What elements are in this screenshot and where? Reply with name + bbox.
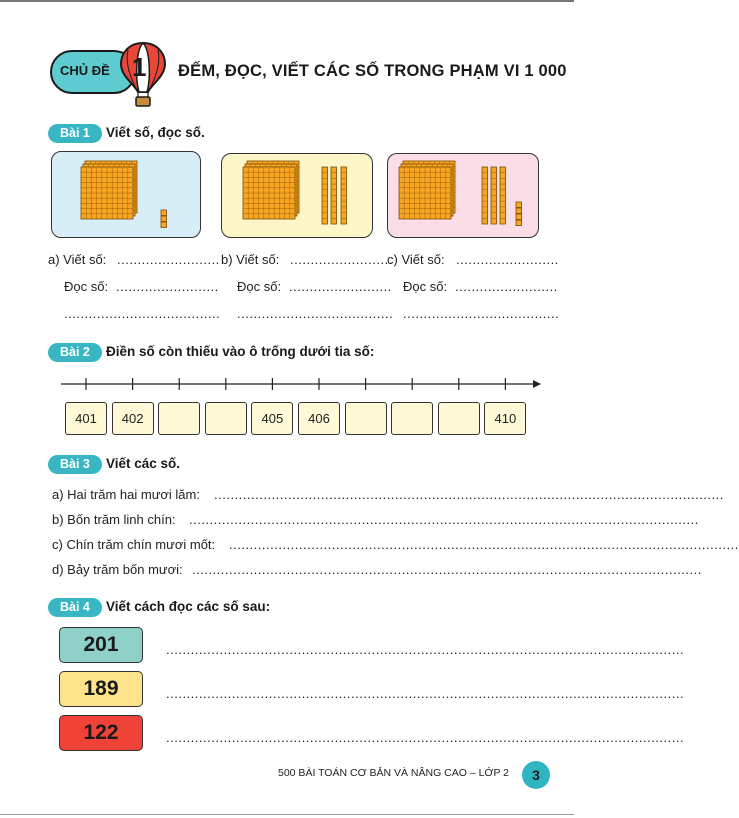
ex4-line-1: .............................................................................................................................. (166, 642, 685, 657)
ex3-item-d: d) Bảy trăm bốn mươi: (52, 562, 183, 577)
ex4-line-2: .............................................................................................................................. (166, 686, 685, 701)
empty-number-cell[interactable] (391, 402, 433, 435)
number-box-189: 189 (59, 671, 143, 707)
ex1-c-doc-dots: ......................... (455, 279, 558, 294)
ex1-a-viet-label: a) Viết số: (48, 252, 107, 267)
ex3-item-b-dots: ............................................................................................................................ (189, 512, 699, 527)
number-cell-406: 406 (298, 402, 340, 435)
ex3-item-c: c) Chín trăm chín mươi mốt: (52, 537, 216, 552)
ex1-badge: Bài 1 (48, 124, 102, 143)
number-cell-410: 410 (484, 402, 526, 435)
ex1-c-extra-line: ...................................... (403, 306, 560, 321)
ex3-item-a-dots: ............................................................................................................................ (214, 487, 724, 502)
ex2-heading: Điền số còn thiếu vào ô trống dưới tia số: (106, 344, 375, 359)
ex4-heading: Viết cách đọc các số sau: (106, 599, 271, 614)
ex3-item-d-dots: ............................................................................................................................ (192, 562, 702, 577)
ex2-badge: Bài 2 (48, 343, 102, 362)
ex1-b-doc-dots: ......................... (289, 279, 392, 294)
top-border (0, 0, 574, 2)
empty-number-cell[interactable] (205, 402, 247, 435)
footer-text: 500 BÀI TOÁN CƠ BẢN VÀ NÂNG CAO – LỚP 2 (278, 767, 510, 779)
ex1-b-viet-label: b) Viết số: (221, 252, 280, 267)
page-title: ĐẾM, ĐỌC, VIẾT CÁC SỐ TRONG PHẠM VI 1 000 (178, 62, 567, 80)
number-line (55, 375, 545, 393)
ex3-item-c-dots: ............................................................................................................................ (229, 537, 739, 552)
number-line-cells (65, 402, 535, 436)
ex3-heading: Viết các số. (106, 456, 181, 471)
empty-number-cell[interactable] (345, 402, 387, 435)
ex1-a-viet-dots: ......................... (117, 252, 220, 267)
number-box-122: 122 (59, 715, 143, 751)
empty-number-cell[interactable] (438, 402, 480, 435)
ex1-b-extra-line: ...................................... (237, 306, 394, 321)
ex1-a-extra-line: ...................................... (64, 306, 221, 321)
ex1-c-viet-dots: ......................... (456, 252, 559, 267)
ex4-line-3: .............................................................................................................................. (166, 730, 685, 745)
chu-de-number: 1 (132, 52, 147, 82)
ex1-heading: Viết số, đọc số. (106, 125, 205, 140)
ex3-item-a: a) Hai trăm hai mươi lăm: (52, 487, 200, 502)
page-number: 3 (522, 761, 550, 789)
ex1-c-doc-label: Đọc số: (403, 279, 448, 294)
ex4-badge: Bài 4 (48, 598, 102, 617)
number-cell-402: 402 (112, 402, 154, 435)
ex1-b-viet-dots: ......................... (290, 252, 393, 267)
ex3-item-b: b) Bốn trăm linh chín: (52, 512, 176, 527)
ex1-c-viet-label: c) Viết số: (387, 252, 445, 267)
empty-number-cell[interactable] (158, 402, 200, 435)
number-cell-401: 401 (65, 402, 107, 435)
ex1-a-doc-label: Đọc số: (64, 279, 109, 294)
number-cell-405: 405 (251, 402, 293, 435)
ex1-a-doc-dots: ......................... (116, 279, 219, 294)
ex1-card-c (387, 153, 539, 238)
number-box-201: 201 (59, 627, 143, 663)
ex1-card-b (221, 153, 373, 238)
ex3-badge: Bài 3 (48, 455, 102, 474)
ex1-card-a (51, 151, 201, 238)
bottom-border (0, 814, 574, 815)
ex1-b-doc-label: Đọc số: (237, 279, 282, 294)
chu-de-label: CHỦ ĐỀ (60, 63, 110, 78)
